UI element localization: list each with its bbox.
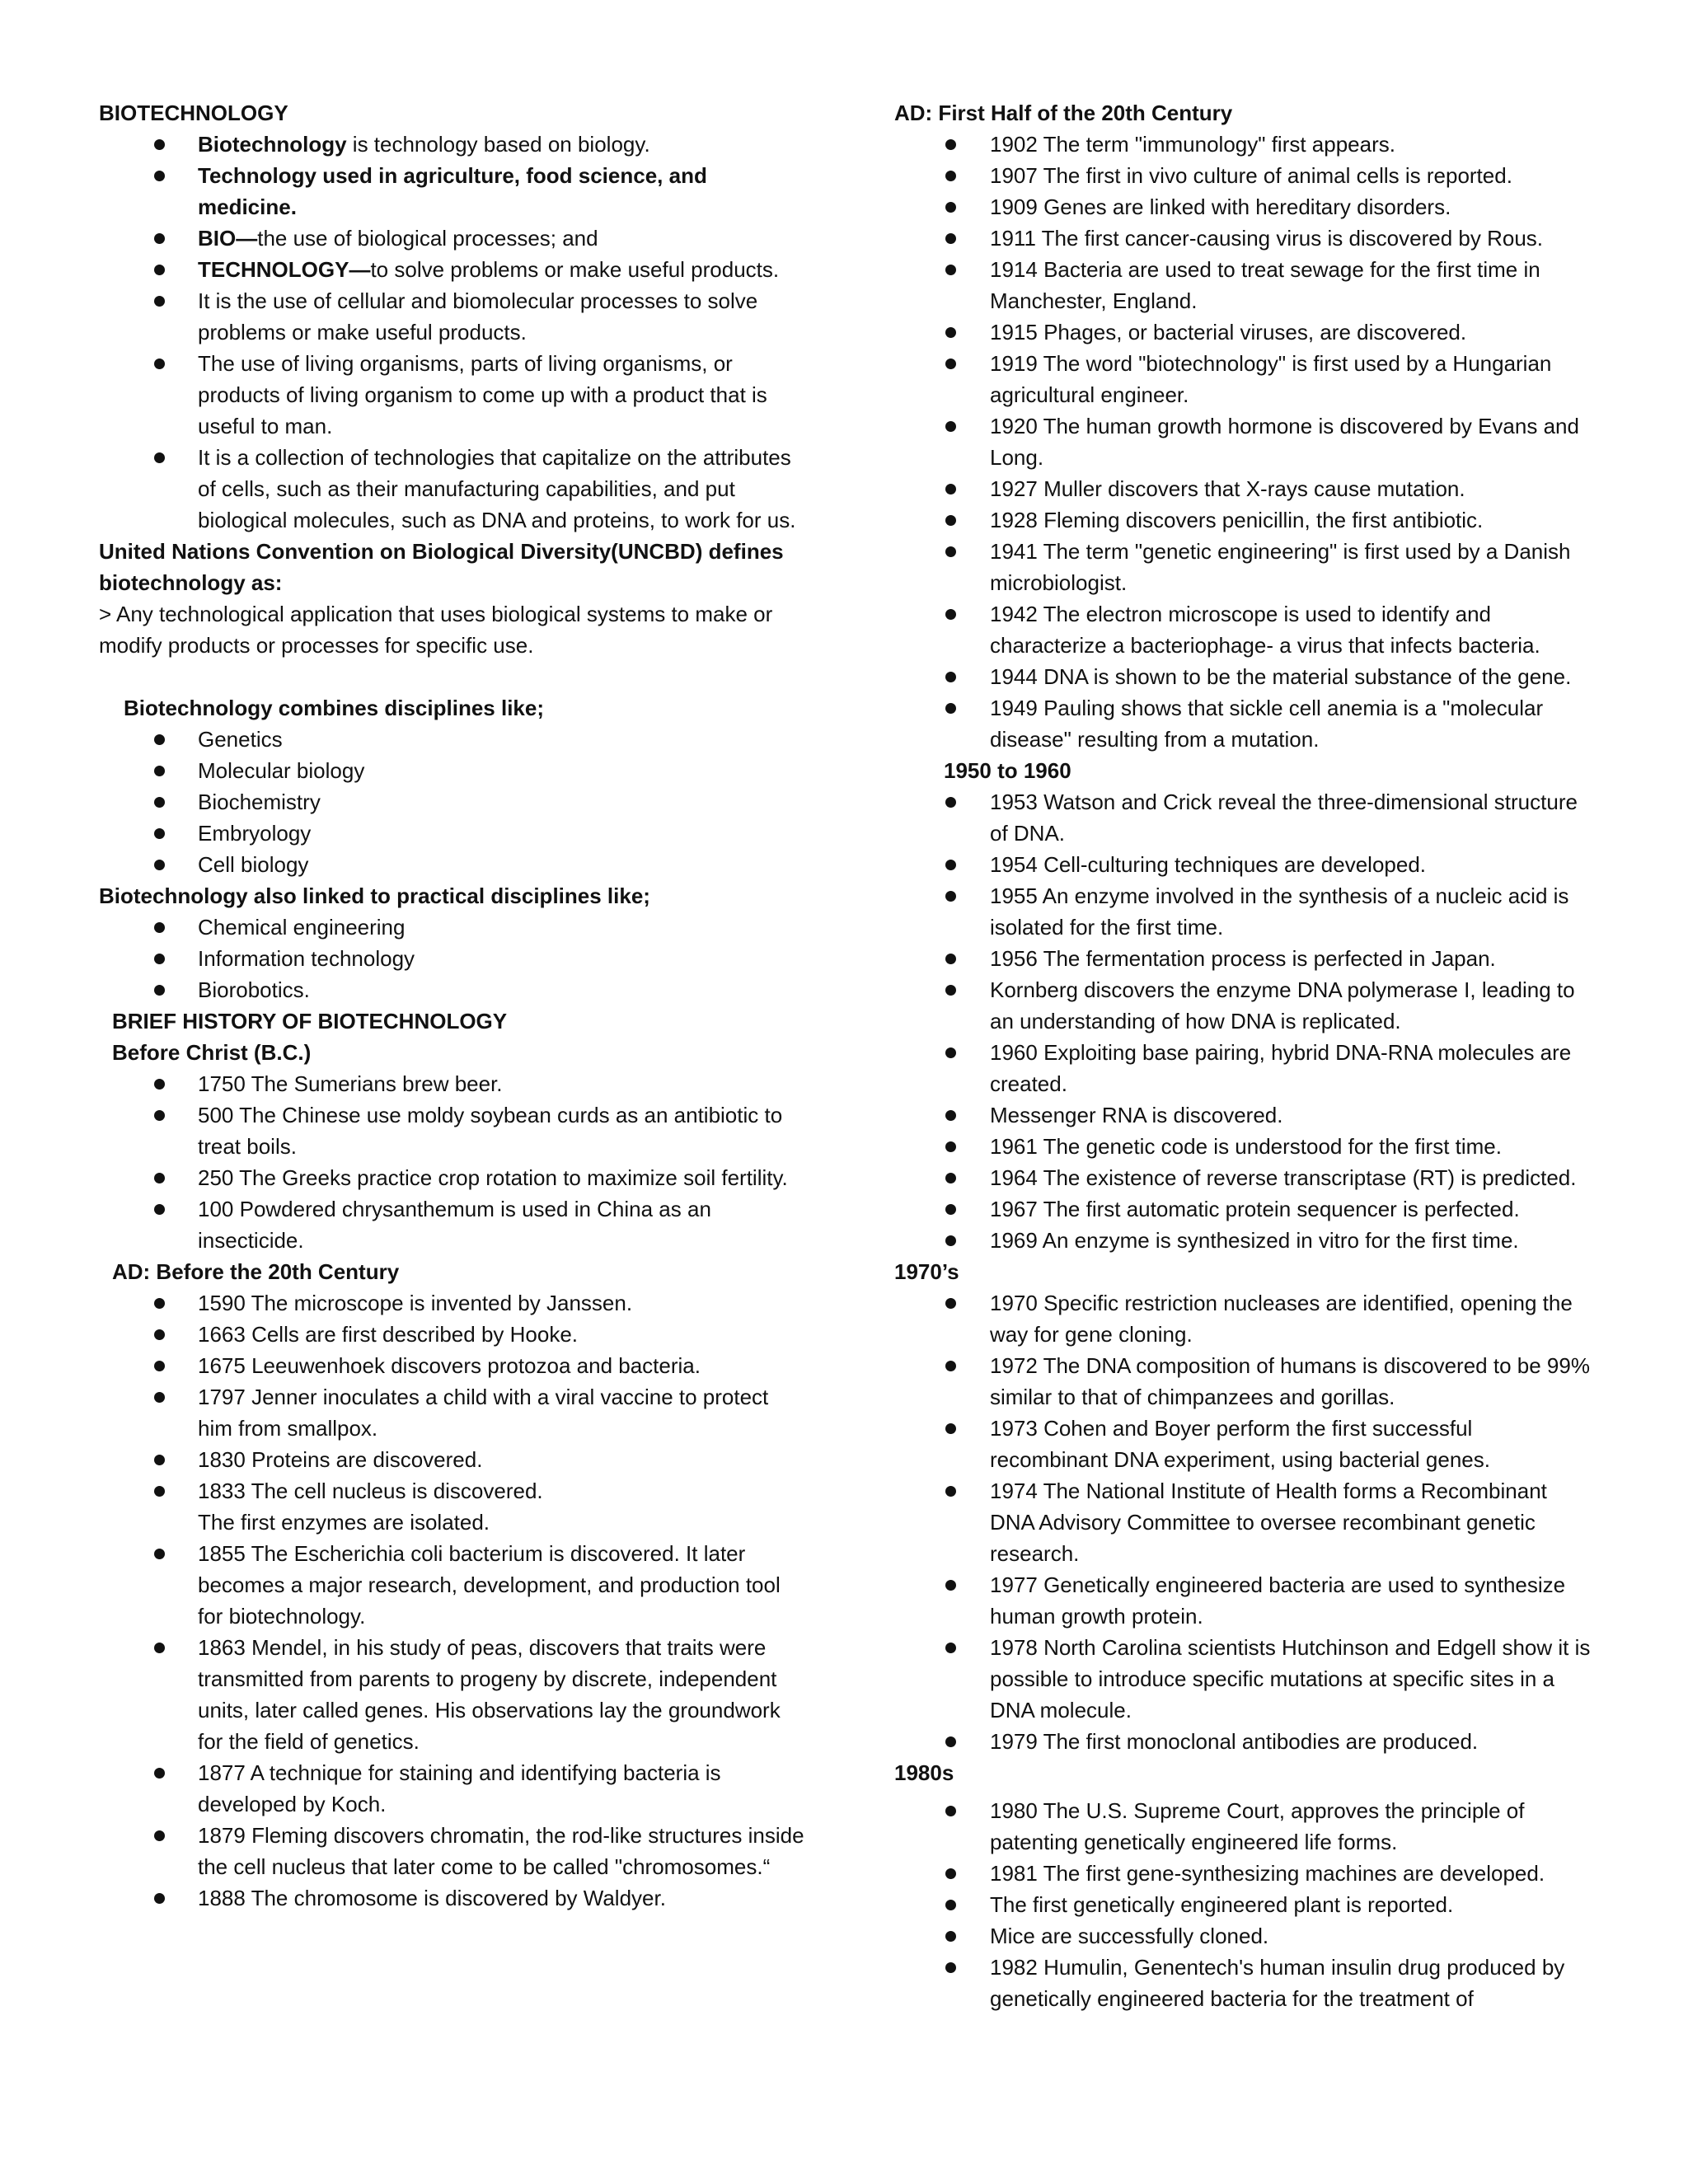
- timeline-item: 1956 The fermentation process is perfected in Japan.: [894, 943, 1595, 974]
- timeline-item: 1915 Phages, or bacterial viruses, are discovered.: [894, 316, 1595, 348]
- ad-first-half-list: [894, 129, 1595, 755]
- definition-item: Biotechnology is technology based on biology.: [99, 129, 808, 160]
- timeline-item: 1902 The term "immunology" first appears.: [894, 129, 1595, 160]
- timeline-item: Kornberg discovers the enzyme DNA polymerase I, leading to an understanding of how DNA is replicated.: [894, 974, 1595, 1037]
- definition-list: [99, 129, 808, 536]
- timeline-item: 1919 The word "biotechnology" is first used by a Hungarian agricultural engineer.: [894, 348, 1595, 410]
- bc-list: [99, 1068, 808, 1256]
- timeline-item: 1863 Mendel, in his study of peas, discovers that traits were transmitted from parents to progeny by discrete, independent units, later called genes. His observations lay the groundwork for the field of genetics.: [99, 1632, 808, 1757]
- timeline-item: The first genetically engineered plant is reported.: [894, 1889, 1595, 1920]
- definition-item: Technology used in agriculture, food science, and medicine.: [99, 160, 808, 223]
- timeline-item: 1928 Fleming discovers penicillin, the first antibiotic.: [894, 504, 1595, 536]
- list-item: Cell biology: [99, 849, 808, 880]
- fifties-list: [894, 786, 1595, 1256]
- timeline-item: 1941 The term "genetic engineering" is first used by a Danish microbiologist.: [894, 536, 1595, 598]
- timeline-item: 100 Powdered chrysanthemum is used in China as an insecticide.: [99, 1193, 808, 1256]
- timeline-item: 1981 The first gene-synthesizing machines are developed.: [894, 1858, 1595, 1889]
- uncbd-definition: > Any technological application that uses biological systems to make or modify products or processes for specific use.: [99, 602, 773, 658]
- timeline-item: 1855 The Escherichia coli bacterium is discovered. It later becomes a major research, development, and production tool for biotechnology.: [99, 1538, 808, 1632]
- timeline-item: 1969 An enzyme is synthesized in vitro for the first time.: [894, 1225, 1595, 1256]
- timeline-item: 1974 The National Institute of Health forms a Recombinant DNA Advisory Committee to oversee recombinant genetic research.: [894, 1475, 1595, 1569]
- timeline-item: 1833 The cell nucleus is discovered. The first enzymes are isolated.: [99, 1475, 808, 1538]
- timeline-item: 1911 The first cancer-causing virus is discovered by Rous.: [894, 223, 1595, 254]
- definition-item: BIO—the use of biological processes; and: [99, 223, 808, 254]
- timeline-item: 500 The Chinese use moldy soybean curds as an antibiotic to treat boils.: [99, 1099, 808, 1162]
- timeline-item: Mice are successfully cloned.: [894, 1920, 1595, 1952]
- timeline-item: 1973 Cohen and Boyer perform the first successful recombinant DNA experiment, using bacterial genes.: [894, 1413, 1595, 1475]
- ad-before-list: [99, 1287, 808, 1914]
- timeline-item: 1888 The chromosome is discovered by Waldyer.: [99, 1882, 808, 1914]
- timeline-item: 1972 The DNA composition of humans is discovered to be 99% similar to that of chimpanzees and gorillas.: [894, 1350, 1595, 1413]
- fifties-heading: 1950 to 1960: [944, 758, 1071, 783]
- uncbd-heading: United Nations Convention on Biological Diversity(UNCBD) defines biotechnology as:: [99, 539, 784, 595]
- list-item: Molecular biology: [99, 755, 808, 786]
- linked-list: [99, 912, 808, 1005]
- history-heading: BRIEF HISTORY OF BIOTECHNOLOGY: [112, 1009, 508, 1033]
- ad-before-heading: AD: Before the 20th Century: [112, 1259, 400, 1284]
- timeline-item: 1675 Leeuwenhoek discovers protozoa and bacteria.: [99, 1350, 808, 1381]
- timeline-item: 1982 Humulin, Genentech's human insulin drug produced by genetically engineered bacteria for the treatment of: [894, 1952, 1595, 2014]
- definition-item: It is the use of cellular and biomolecular processes to solve problems or make useful products.: [99, 285, 808, 348]
- timeline-item: 1927 Muller discovers that X-rays cause mutation.: [894, 473, 1595, 504]
- bc-heading: Before Christ (B.C.): [112, 1040, 312, 1065]
- spacer: [99, 661, 808, 692]
- list-item: Embryology: [99, 818, 808, 849]
- timeline-item: 1970 Specific restriction nucleases are identified, opening the way for gene cloning.: [894, 1287, 1595, 1350]
- linked-heading: Biotechnology also linked to practical disciplines like;: [99, 883, 650, 908]
- timeline-item: 1590 The microscope is invented by Janssen.: [99, 1287, 808, 1319]
- timeline-item: 1961 The genetic code is understood for the first time.: [894, 1131, 1595, 1162]
- combines-heading: Biotechnology combines disciplines like;: [124, 696, 544, 720]
- timeline-item: 1914 Bacteria are used to treat sewage for the first time in Manchester, England.: [894, 254, 1595, 316]
- timeline-item: 1797 Jenner inoculates a child with a viral vaccine to protect him from smallpox.: [99, 1381, 808, 1444]
- timeline-item: 1663 Cells are first described by Hooke.: [99, 1319, 808, 1350]
- list-item: Biochemistry: [99, 786, 808, 818]
- definition-item: The use of living organisms, parts of living organisms, or products of living organism to come up with a product that is useful to man.: [99, 348, 808, 442]
- list-item: Information technology: [99, 943, 808, 974]
- definition-item: It is a collection of technologies that capitalize on the attributes of cells, such as their manufacturing capabilities, and put biological molecules, such as DNA and proteins, to work for us.: [99, 442, 808, 536]
- combines-list: [99, 724, 808, 880]
- timeline-item: 1955 An enzyme involved in the synthesis of a nucleic acid is isolated for the first time.: [894, 880, 1595, 943]
- timeline-item: 1949 Pauling shows that sickle cell anemia is a "molecular disease" resulting from a mutation.: [894, 692, 1595, 755]
- timeline-item: 1942 The electron microscope is used to identify and characterize a bacteriophage- a virus that infects bacteria.: [894, 598, 1595, 661]
- timeline-item: 1750 The Sumerians brew beer.: [99, 1068, 808, 1099]
- timeline-item: 1960 Exploiting base pairing, hybrid DNA-RNA molecules are created.: [894, 1037, 1595, 1099]
- timeline-item: 250 The Greeks practice crop rotation to maximize soil fertility.: [99, 1162, 808, 1193]
- timeline-item: 1944 DNA is shown to be the material substance of the gene.: [894, 661, 1595, 692]
- definition-item: TECHNOLOGY—to solve problems or make useful products.: [99, 254, 808, 285]
- right-column: [894, 97, 1595, 2014]
- timeline-item: 1909 Genes are linked with hereditary disorders.: [894, 191, 1595, 223]
- timeline-item: 1978 North Carolina scientists Hutchinson and Edgell show it is possible to introduce specific mutations at specific sites in a DNA molecule.: [894, 1632, 1595, 1726]
- timeline-item: 1953 Watson and Crick reveal the three-dimensional structure of DNA.: [894, 786, 1595, 849]
- seventies-heading: 1970’s: [894, 1259, 959, 1284]
- timeline-item: 1977 Genetically engineered bacteria are used to synthesize human growth protein.: [894, 1569, 1595, 1632]
- timeline-item: 1830 Proteins are discovered.: [99, 1444, 808, 1475]
- section-title: BIOTECHNOLOGY: [99, 101, 288, 125]
- timeline-item: 1964 The existence of reverse transcriptase (RT) is predicted.: [894, 1162, 1595, 1193]
- list-item: Genetics: [99, 724, 808, 755]
- timeline-item: 1954 Cell-culturing techniques are developed.: [894, 849, 1595, 880]
- timeline-item: 1920 The human growth hormone is discovered by Evans and Long.: [894, 410, 1595, 473]
- eighties-list: [894, 1795, 1595, 2014]
- timeline-item: Messenger RNA is discovered.: [894, 1099, 1595, 1131]
- eighties-heading: 1980s: [894, 1760, 954, 1785]
- ad-first-half-heading: AD: First Half of the 20th Century: [894, 101, 1233, 125]
- list-item: Biorobotics.: [99, 974, 808, 1005]
- timeline-item: 1877 A technique for staining and identifying bacteria is developed by Koch.: [99, 1757, 808, 1820]
- timeline-item: 1907 The first in vivo culture of animal cells is reported.: [894, 160, 1595, 191]
- timeline-item: 1879 Fleming discovers chromatin, the rod-like structures inside the cell nucleus that later come to be called "chromosomes.“: [99, 1820, 808, 1882]
- timeline-item: 1979 The first monoclonal antibodies are produced.: [894, 1726, 1595, 1757]
- seventies-list: [894, 1287, 1595, 1757]
- left-column: [99, 97, 808, 1914]
- timeline-item: 1980 The U.S. Supreme Court, approves the principle of patenting genetically engineered life forms.: [894, 1795, 1595, 1858]
- timeline-item: 1967 The first automatic protein sequencer is perfected.: [894, 1193, 1595, 1225]
- list-item: Chemical engineering: [99, 912, 808, 943]
